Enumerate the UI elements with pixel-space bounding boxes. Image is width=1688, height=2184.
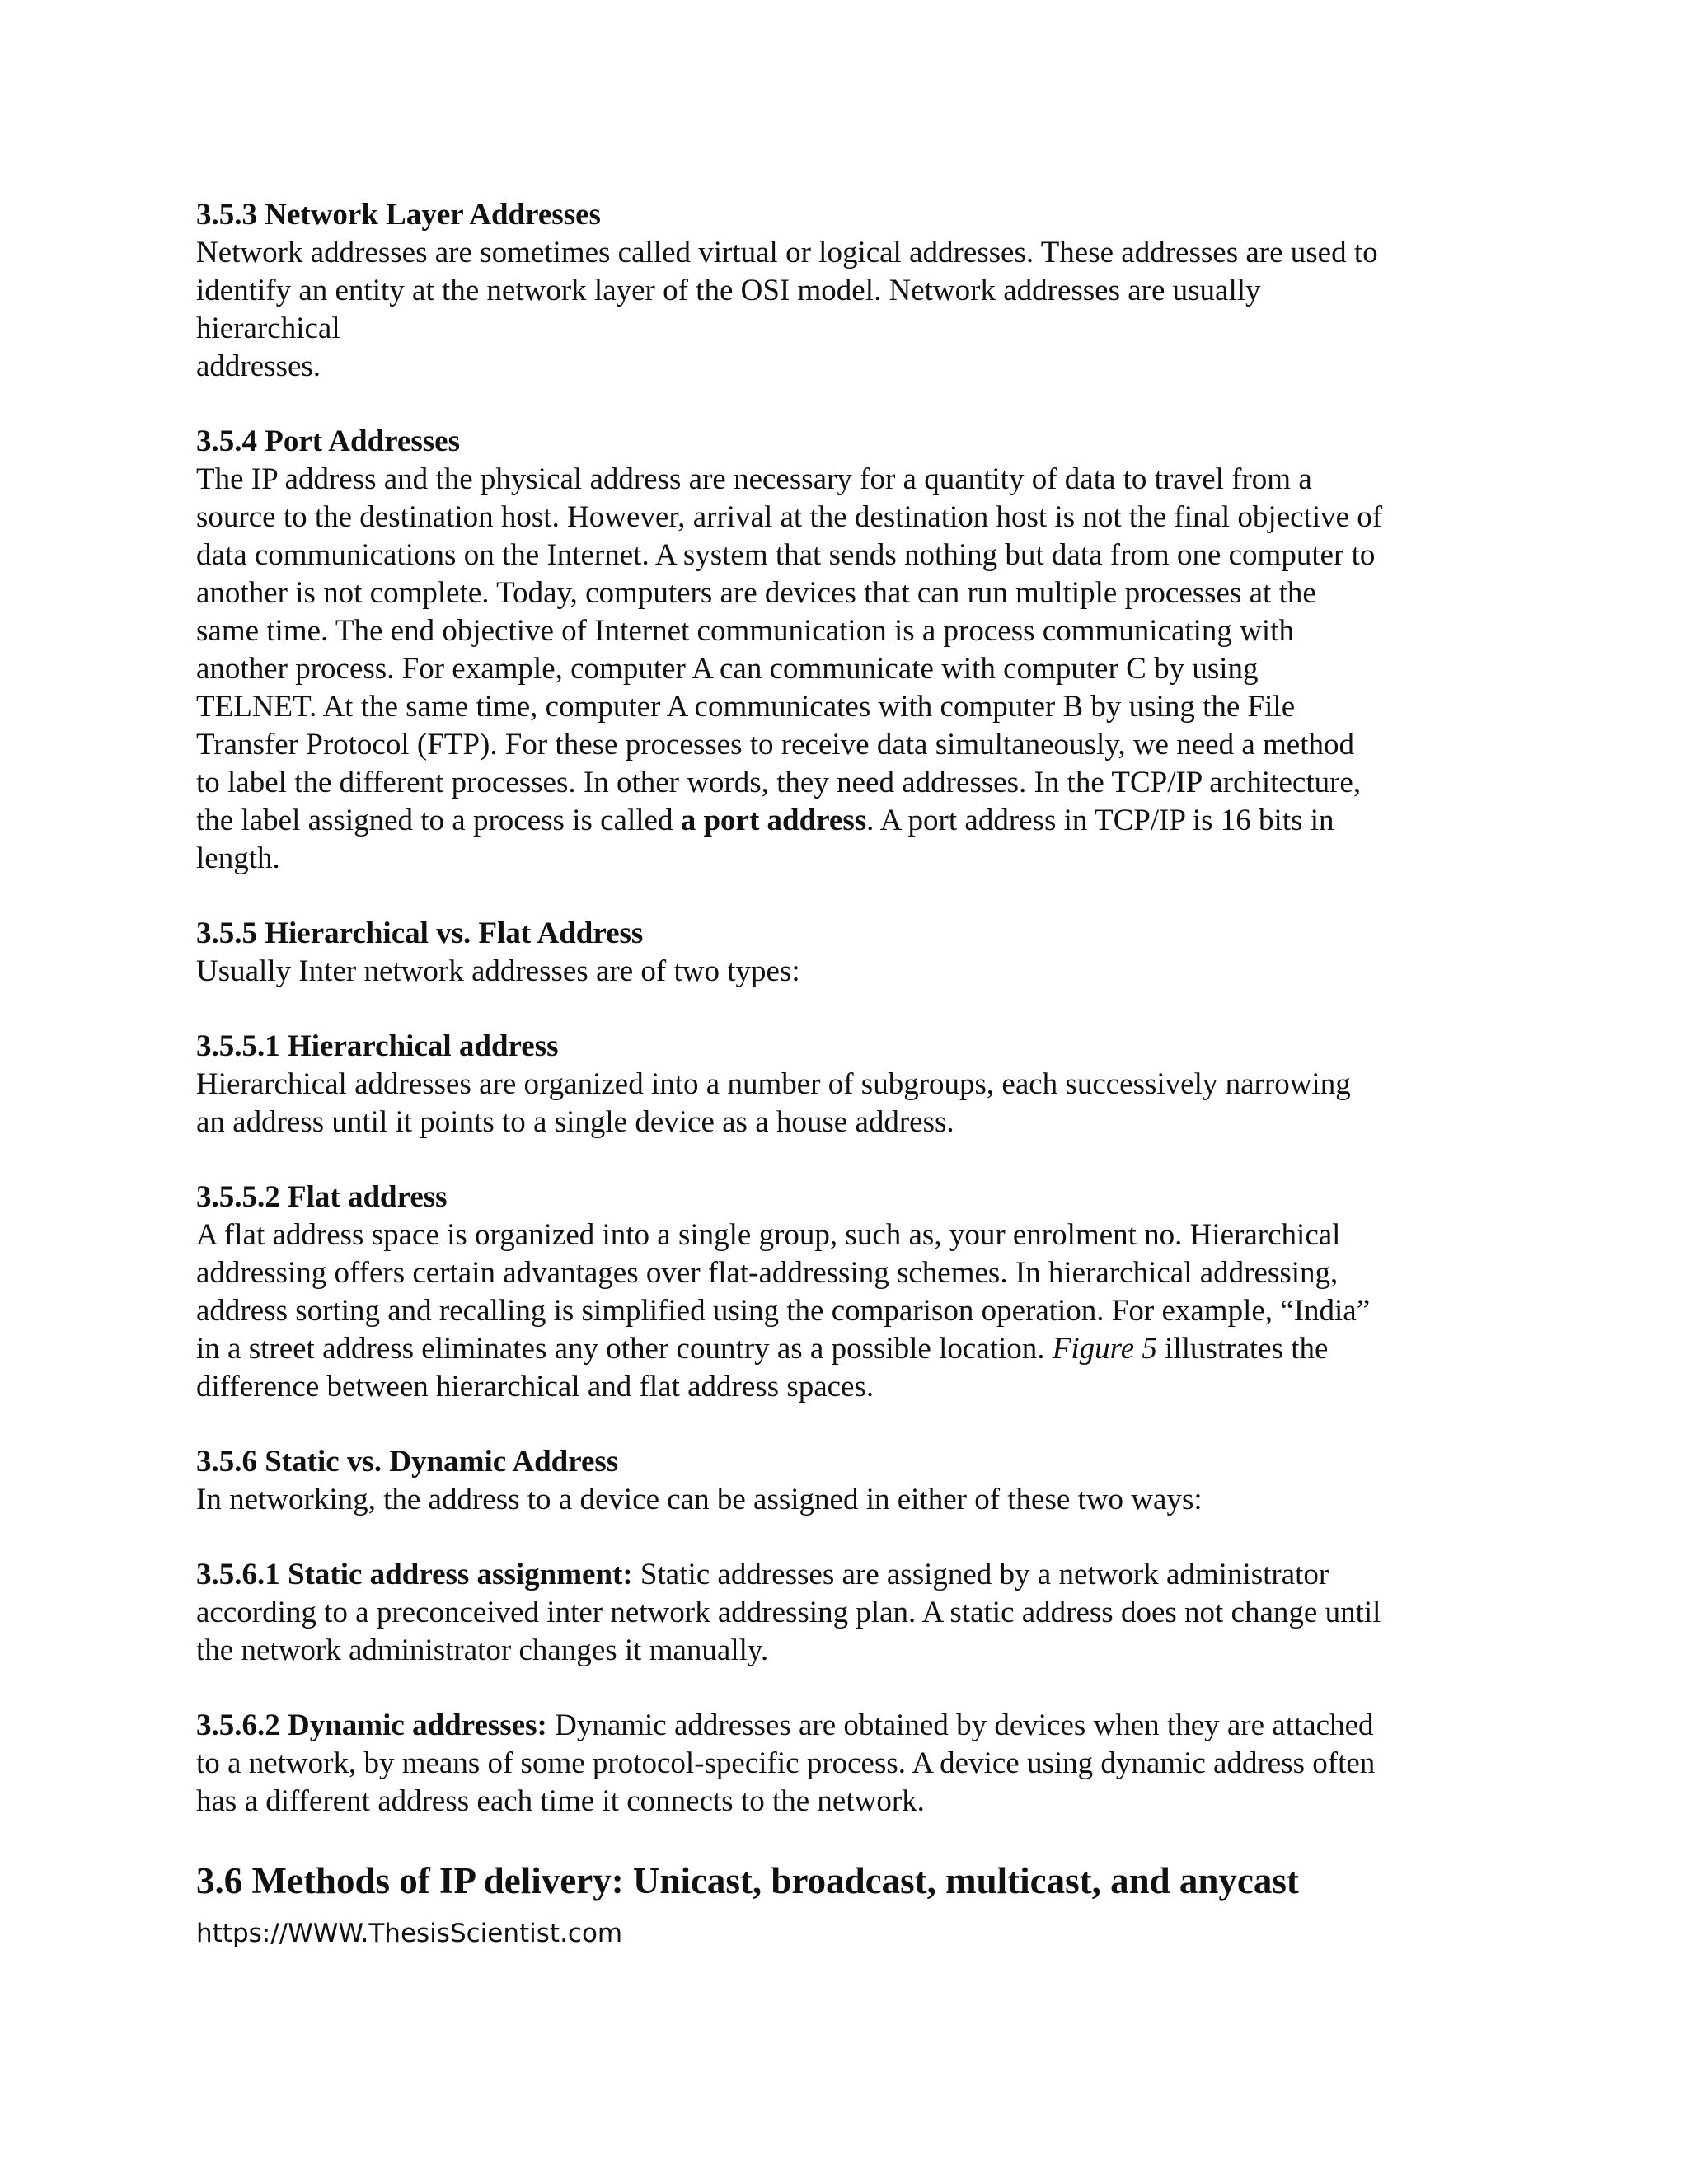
inline-heading: 3.5.6.2 Dynamic addresses: [196,1708,547,1742]
page-content [196,196,1482,1950]
text-line: same time. The end objective of Internet communication is a process communicating with [196,614,1294,648]
section-paragraph [196,1066,1482,1141]
text-line [196,802,1482,840]
port-address-term: a port address [680,804,867,837]
section-heading: 3.5.4 Port Addresses [196,424,460,458]
text-line: Network addresses are sometimes called virtual or logical addresses. These addresses are used to [196,236,1378,269]
inline-heading: 3.5.6.1 Static address assignment: [196,1558,633,1591]
section-heading: 3.5.5.1 Hierarchical address [196,1029,559,1063]
text-line: length. [196,841,280,875]
text-line: address sorting and recalling is simplified using the comparison operation. For example, “India” [196,1294,1371,1328]
section-heading: 3.5.5 Hierarchical vs. Flat Address [196,916,644,950]
text-line: A flat address space is organized into a single group, such as, your enrolment no. Hierarchical [196,1218,1341,1252]
text-line: has a different address each time it connects to the network. [196,1784,925,1818]
section-3-5-6 [196,1443,1482,1519]
section-heading: 3.5.6 Static vs. Dynamic Address [196,1445,619,1479]
section-heading: 3.5.3 Network Layer Addresses [196,198,601,232]
text-line [196,1330,1482,1368]
text-line: another is not complete. Today, computers are devices that can run multiple processes at the [196,576,1316,610]
section-3-5-6-2 [196,1707,1482,1821]
text-line: another process. For example, computer A can communicate with computer C by using [196,652,1259,686]
text-run: . A port address in TCP/IP is 16 bits in [866,804,1334,837]
text-line: Transfer Protocol (FTP). For these processes to receive data simultaneously, we need a method [196,728,1354,762]
section-paragraph [196,234,1482,386]
text-line: addressing offers certain advantages over flat-addressing schemes. In hierarchical addressing, [196,1256,1339,1290]
text-line: addresses. [196,349,321,383]
text-line [196,1556,1482,1594]
figure-reference: Figure 5 [1052,1332,1157,1366]
text-line: Hierarchical addresses are organized into a number of subgroups, each successively narrowing [196,1067,1351,1101]
text-line: source to the destination host. However, arrival at the destination host is not the final objective of [196,500,1383,534]
section-paragraph [196,1216,1482,1406]
section-paragraph [196,461,1482,878]
section-paragraph [196,1707,1482,1821]
text-line: to label the different processes. In other words, they need addresses. In the TCP/IP architecture, [196,766,1362,799]
text-line: data communications on the Internet. A system that sends nothing but data from one computer to [196,538,1376,572]
text-line [196,1707,1482,1745]
section-3-5-3 [196,196,1482,386]
text-line: according to a preconceived inter network addressing plan. A static address does not change until [196,1596,1381,1629]
text-line: an address until it points to a single device as a house address. [196,1105,954,1139]
text-line: to a network, by means of some protocol-specific process. A device using dynamic address often [196,1746,1376,1780]
section-3-5-5-1 [196,1028,1482,1141]
section-paragraph [196,1481,1482,1519]
text-line: hierarchical [196,312,340,345]
text-line: the network administrator changes it manually. [196,1633,769,1667]
text-line: The IP address and the physical address are necessary for a quantity of data to travel from a [196,462,1312,496]
text-line: difference between hierarchical and flat address spaces. [196,1370,874,1404]
text-line: Usually Inter network addresses are of two types: [196,954,800,988]
text-line: In networking, the address to a device can be assigned in either of these two ways: [196,1483,1203,1516]
text-run: Dynamic addresses are obtained by devices when they are attached [546,1708,1374,1742]
section-3-5-5-2 [196,1179,1482,1406]
text-run: the label assigned to a process is called [196,804,681,837]
section-3-5-4 [196,423,1482,878]
section-paragraph [196,1556,1482,1670]
chapter-heading-3-6: 3.6 Methods of IP delivery: Unicast, broadcast, multicast, and anycast [196,1860,1299,1901]
text-run: illustrates the [1156,1332,1329,1366]
text-line: TELNET. At the same time, computer A communicates with computer B by using the File [196,690,1296,724]
footer-url: https://WWW.ThesisScientist.com [196,1919,623,1948]
section-3-5-6-1 [196,1556,1482,1670]
section-heading: 3.5.5.2 Flat address [196,1180,448,1214]
section-3-5-5 [196,915,1482,991]
text-run: Static addresses are assigned by a network administrator [632,1558,1329,1591]
section-paragraph [196,953,1482,991]
text-run: in a street address eliminates any other country as a possible location. [196,1332,1053,1366]
text-line: identify an entity at the network layer of the OSI model. Network addresses are usually [196,274,1261,307]
